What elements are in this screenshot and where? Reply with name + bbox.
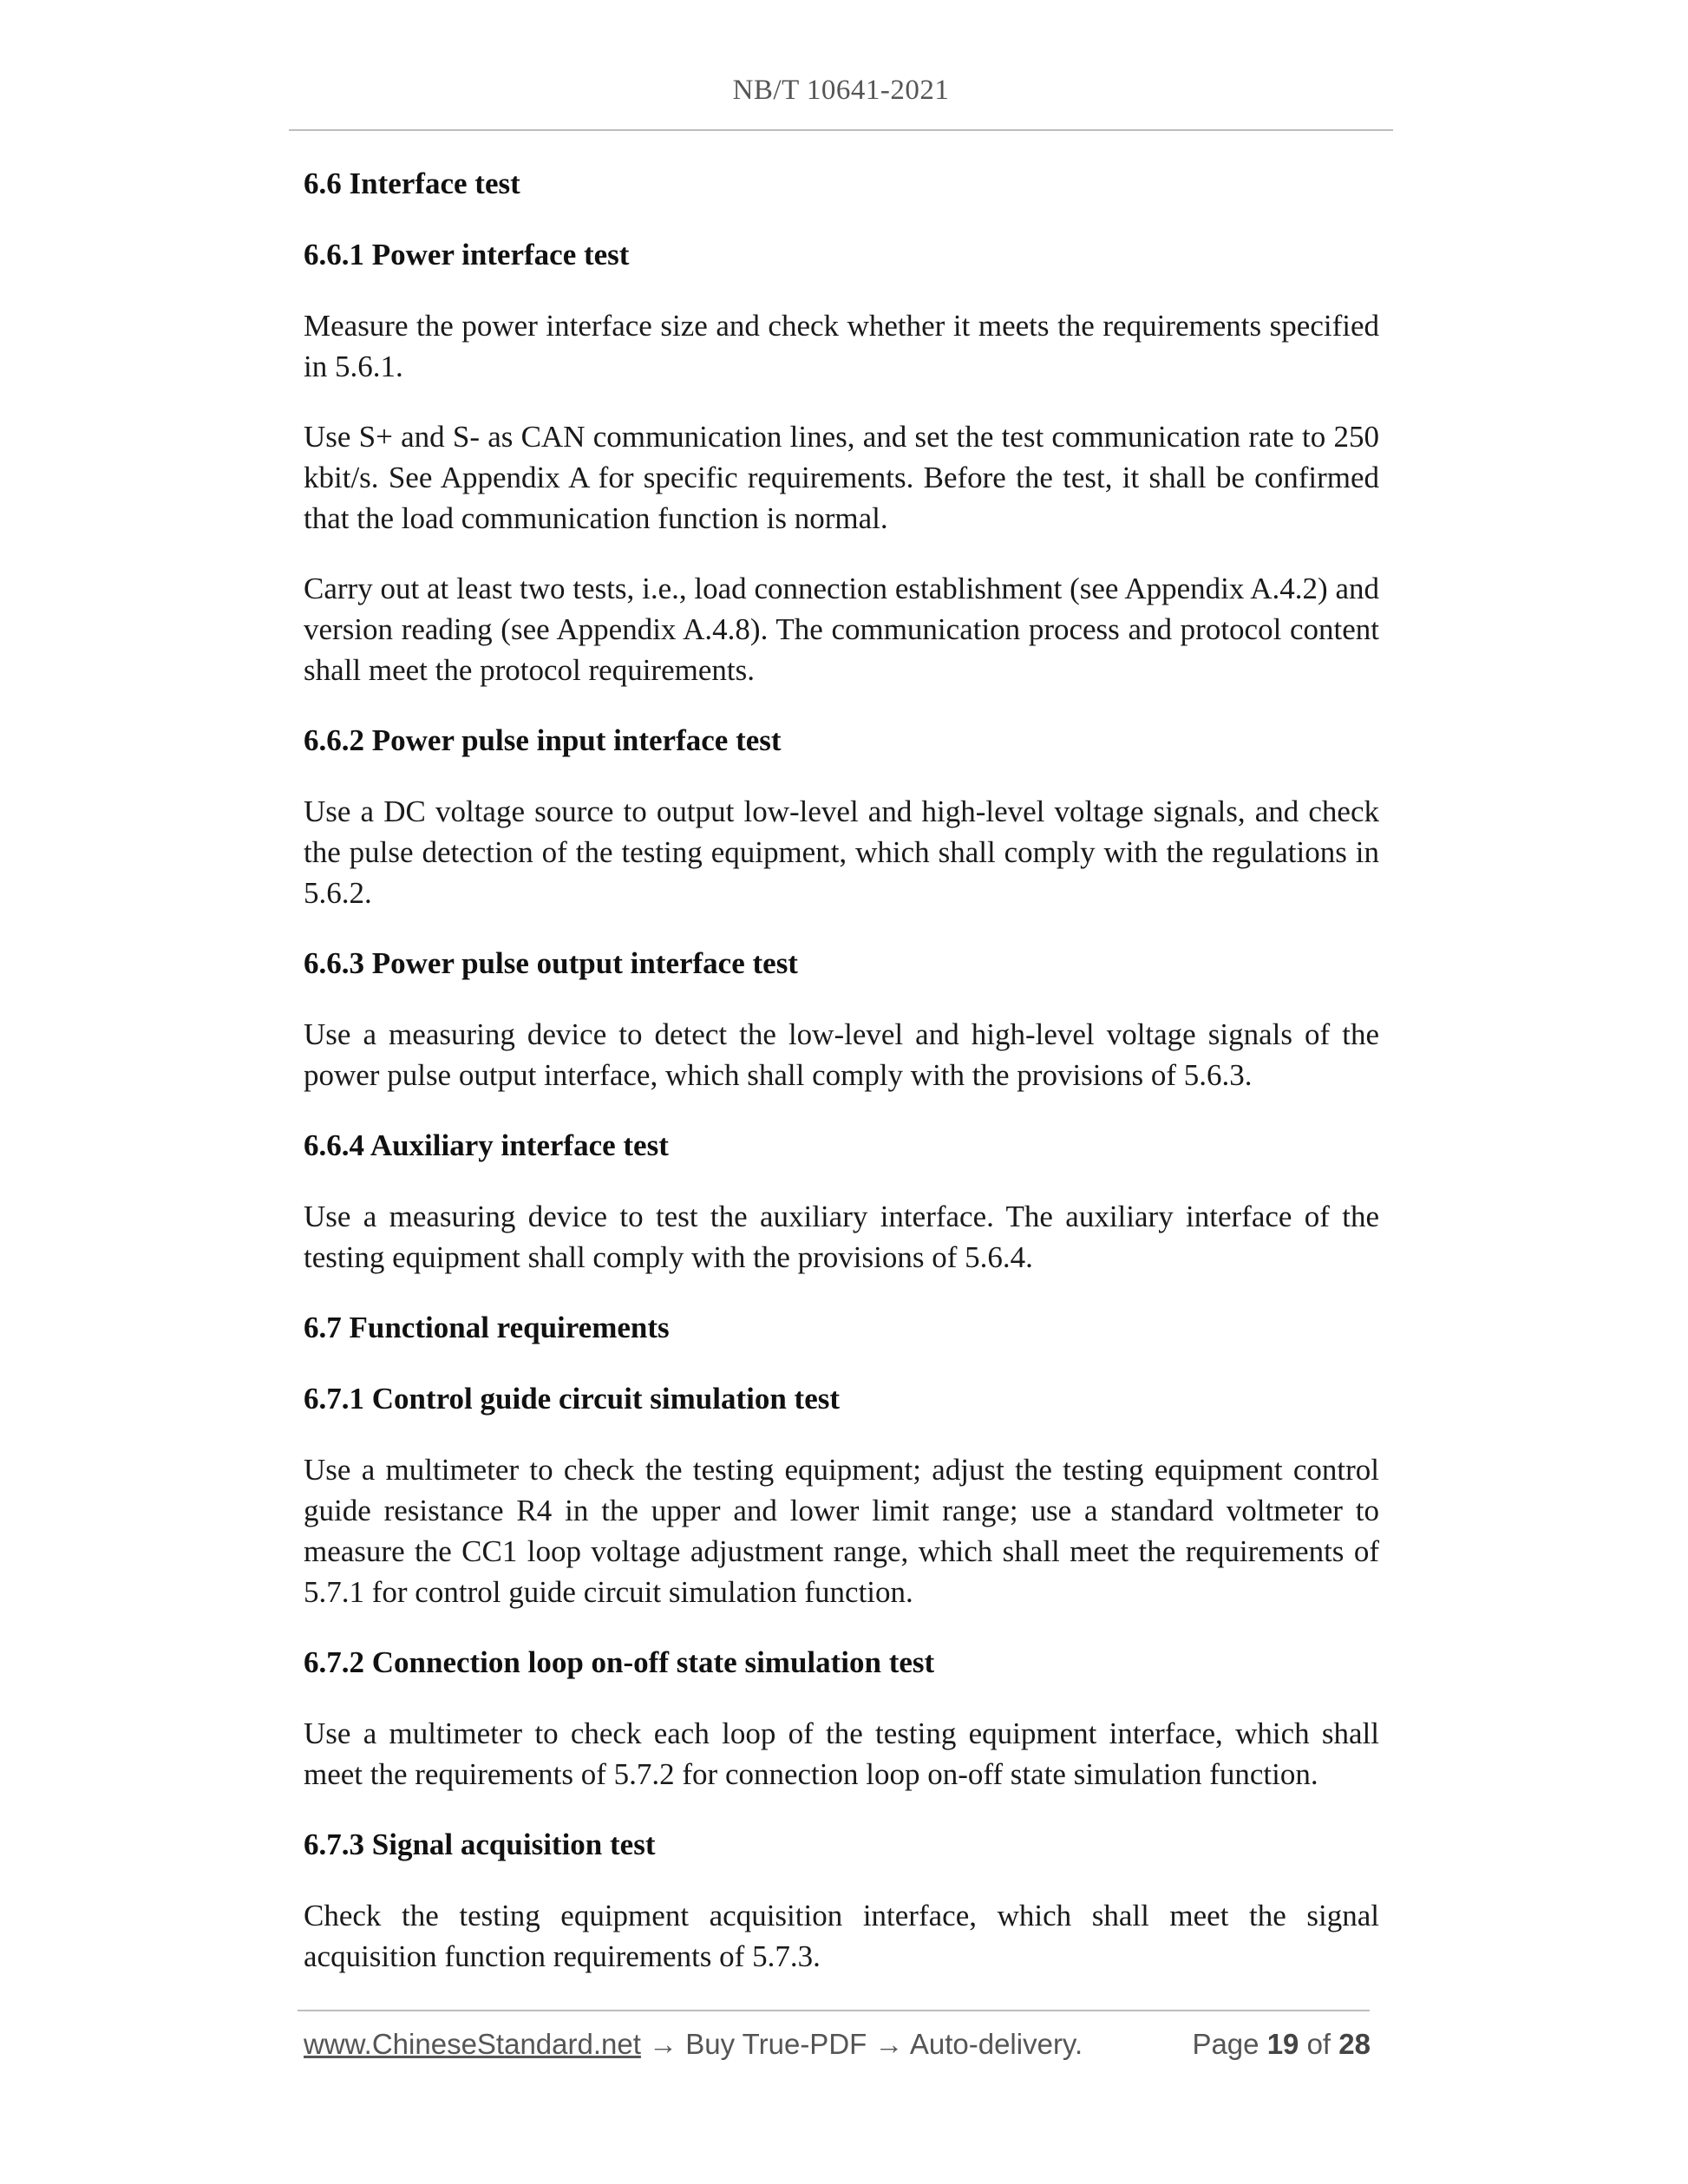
website-link[interactable]: www.ChineseStandard.net [304,2028,641,2060]
paragraph: Check the testing equipment acquisition interface, which shall meet the signal acquisition function requirements of 5.7.3. [304,1899,1379,1973]
section-heading: 6.6 Interface test [304,167,520,200]
paragraph: Measure the power interface size and check whether it meets the requirements specified in 5.6.1. [304,309,1379,383]
page-label: Page [1192,2028,1259,2060]
arrow-right-icon: → [649,2028,678,2060]
page-number: 19 [1266,2028,1299,2060]
paragraph: Use a DC voltage source to output low-level and high-level voltage signals, and check the pulse detection of the testing equipment, which shall comply with the regulations in 5.6.2. [304,794,1379,910]
paragraph: Use a multimeter to check each loop of the testing equipment interface, which shall meet the requirements of 5.7.2 for connection loop on-off state simulation function. [304,1716,1379,1791]
paragraph: Use a measuring device to test the auxiliary interface. The auxiliary interface of the testing equipment shall comply with the provisions of 5.6.4. [304,1200,1379,1274]
section-heading: 6.6.4 Auxiliary interface test [304,1128,669,1162]
footer-promo [304,2028,1083,2061]
paragraph: Use S+ and S- as CAN communication lines, and set the test communication rate to 250 kbit/s. See Appendix A for specific requirements. Before the test, it shall be confirmed that the load communication function is normal. [304,420,1379,535]
buy-pdf-text: Buy True-PDF [685,2028,867,2060]
section-heading: 6.7.3 Signal acquisition test [304,1828,656,1861]
paragraph: Carry out at least two tests, i.e., load connection establishment (see Appendix A.4.2) and version reading (see Appendix A.4.8). The communication process and protocol content shall meet the protocol requirements. [304,572,1379,687]
section-heading: 6.7.2 Connection loop on-off state simulation test [304,1645,935,1679]
footer-divider [298,2010,1370,2011]
section-heading: 6.7.1 Control guide circuit simulation test [304,1382,841,1416]
document-header: NB/T 10641-2021 [732,75,950,106]
of-label: of [1306,2028,1331,2060]
paragraph: Use a multimeter to check the testing equipment; adjust the testing equipment control guide resistance R4 in the upper and lower limit range; use a standard voltmeter to measure the CC1 loop voltage adjustment range, which shall meet the requirements of 5.7.1 for control guide circuit simulation function. [304,1453,1379,1609]
document-footer [304,2028,1371,2071]
section-heading: 6.6.3 Power pulse output interface test [304,946,798,980]
section-heading: 6.6.1 Power interface test [304,238,630,271]
section-heading: 6.7 Functional requirements [304,1311,670,1344]
page-indicator [1192,2028,1371,2061]
delivery-text: Auto-delivery. [909,2028,1083,2060]
header-divider [289,129,1393,131]
total-pages: 28 [1338,2028,1371,2060]
document-body [304,163,1379,1977]
paragraph: Use a measuring device to detect the low-level and high-level voltage signals of the power pulse output interface, which shall comply with the provisions of 5.6.3. [304,1017,1379,1092]
section-heading: 6.6.2 Power pulse input interface test [304,723,782,757]
arrow-right-icon: → [874,2028,904,2060]
